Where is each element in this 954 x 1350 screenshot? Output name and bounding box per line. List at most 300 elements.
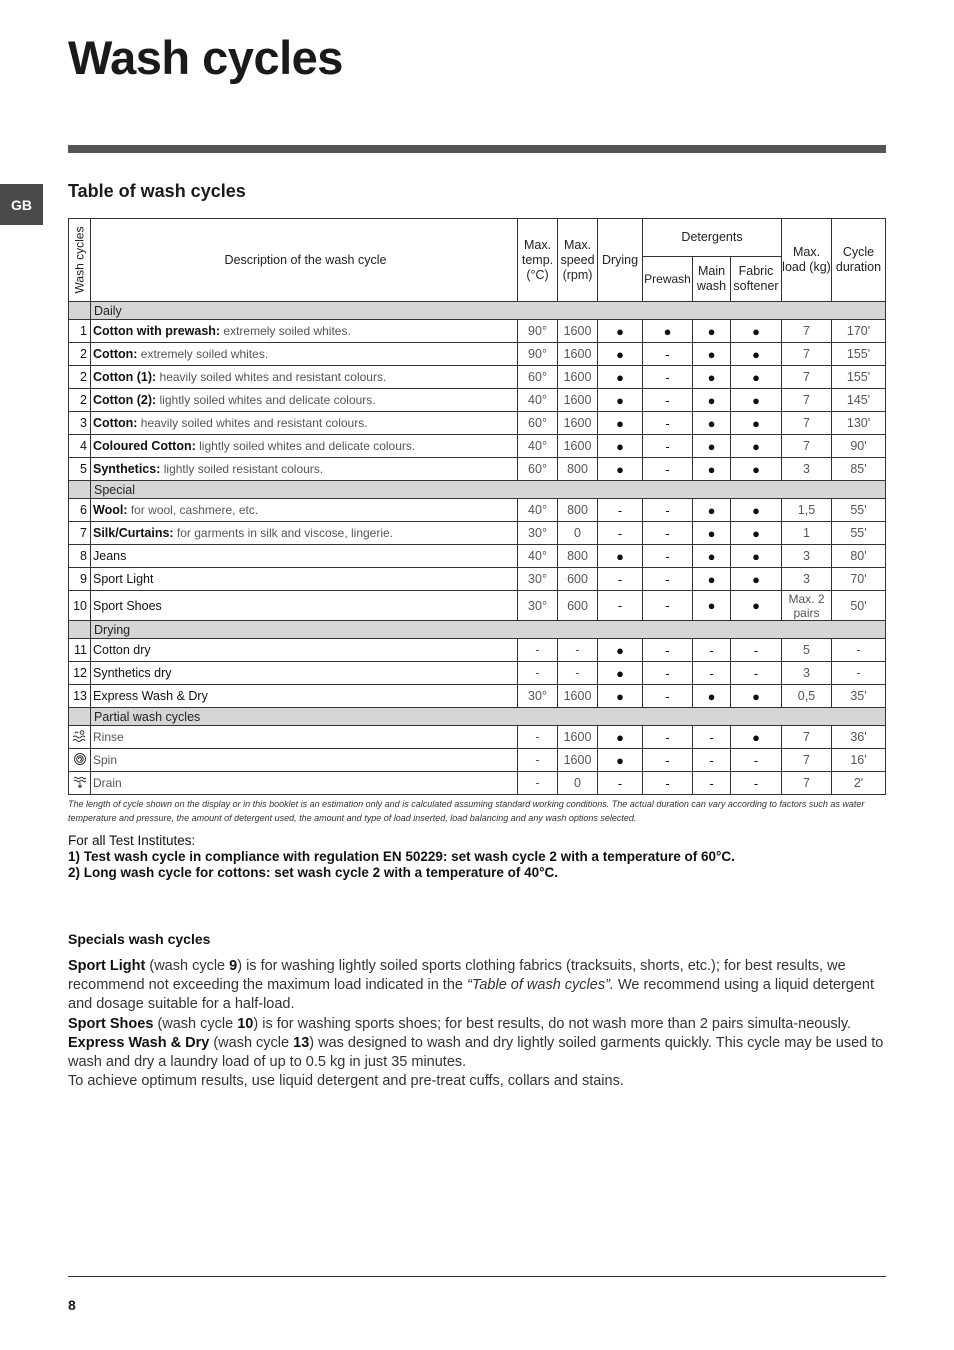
softener-cell <box>731 662 782 685</box>
softener-value: ● <box>752 502 760 518</box>
table-row <box>69 412 886 435</box>
cycle-number: 1 <box>69 320 91 343</box>
cycle-name: Cotton: <box>93 416 138 430</box>
duration-cell: - <box>832 639 886 662</box>
main-wash-value: ● <box>707 598 716 613</box>
table-row <box>69 726 886 749</box>
wash-cycles-table <box>68 218 886 795</box>
cycle-description <box>91 435 518 458</box>
language-tab: GB <box>0 184 43 225</box>
cycle-description <box>91 499 518 522</box>
main-wash-value: ● <box>707 525 716 541</box>
prewash-value: - <box>665 752 670 768</box>
sport-shoes-name: Sport Shoes <box>68 1015 154 1032</box>
cycle-duration-header: Cycle duration <box>832 219 886 302</box>
max-load-cell: 7 <box>782 412 832 435</box>
prewash-cell <box>643 772 693 795</box>
main-wash-value: - <box>709 729 714 745</box>
softener-cell <box>731 591 782 621</box>
prewash-cell <box>643 499 693 522</box>
duration-cell: 90' <box>832 435 886 458</box>
prewash-value: - <box>665 461 670 477</box>
main-wash-value: ● <box>707 392 716 408</box>
prewash-cell <box>643 522 693 545</box>
main-wash-cell <box>693 458 731 481</box>
cycle-name: Jeans <box>93 549 127 563</box>
description-header: Description of the wash cycle <box>91 219 518 302</box>
max-speed-cell: 1600 <box>558 685 598 708</box>
max-temp-cell: 40° <box>518 389 558 412</box>
prewash-value: - <box>665 346 670 362</box>
prewash-cell <box>643 568 693 591</box>
drying-value: - <box>617 502 623 518</box>
main-wash-cell <box>693 435 731 458</box>
page-title: Wash cycles <box>68 31 343 84</box>
prewash-value: - <box>665 571 670 587</box>
sport-shoes-text: ) is for washing sports shoes; for best results, do not wash more than 2 pairs simulta-neously. <box>253 1015 852 1032</box>
duration-cell: 130' <box>832 412 886 435</box>
softener-value: ● <box>752 346 760 362</box>
main-wash-value: ● <box>707 323 716 339</box>
fabric-softener-header: Fabric softener <box>731 257 782 302</box>
sport-light-text2: We recommend using a liquid detergent and dosage suitable for a half-load. <box>68 977 875 1013</box>
cycle-number: 13 <box>69 685 91 708</box>
duration-cell: 145' <box>832 389 886 412</box>
max-temp-cell: 90° <box>518 343 558 366</box>
softener-value: ● <box>752 415 760 431</box>
max-load-cell: 3 <box>782 545 832 568</box>
cycle-number: 4 <box>69 435 91 458</box>
test-instruction-2: 2) Long wash cycle for cottons: set wash cycle 2 with a temperature of 40°C. <box>68 865 559 880</box>
main-wash-value: ● <box>707 369 716 385</box>
cycle-note: lightly soiled resistant colours. <box>163 462 324 476</box>
drying-value: ● <box>616 323 624 339</box>
prewash-cell <box>643 435 693 458</box>
softener-value: ● <box>752 369 760 385</box>
cycle-note: extremely soiled whites. <box>140 347 269 361</box>
category-row-daily <box>69 302 886 320</box>
drying-header: Drying <box>598 219 643 302</box>
category-row-partial <box>69 708 886 726</box>
table-row <box>69 458 886 481</box>
drying-cell <box>598 639 643 662</box>
softener-value: - <box>753 775 759 791</box>
main-wash-cell <box>693 591 731 621</box>
main-wash-cell <box>693 639 731 662</box>
cycle-description <box>91 568 518 591</box>
cycle-name: Silk/Curtains: <box>93 526 174 540</box>
max-temp-cell: 90° <box>518 320 558 343</box>
main-wash-value: ● <box>707 548 716 564</box>
cycle-number: 5 <box>69 458 91 481</box>
max-load-cell: 7 <box>782 389 832 412</box>
prewash-value: - <box>665 438 670 454</box>
softener-value: - <box>753 642 759 658</box>
prewash-value: - <box>665 642 670 658</box>
table-row <box>69 545 886 568</box>
softener-value: ● <box>752 392 760 408</box>
prewash-cell <box>643 412 693 435</box>
drying-cell <box>598 726 643 749</box>
drying-value: ● <box>616 369 624 385</box>
cycle-note: heavily soiled whites and resistant colours. <box>140 416 368 430</box>
cycle-number: 11 <box>69 639 91 662</box>
table-row <box>69 662 886 685</box>
max-temp-cell: - <box>518 749 558 772</box>
express-text: ) was designed to wash and dry lightly soiled garments quickly. This cycle may be used to wash and dry a laundry load of up to 0.5 kg in just 35 minutes. <box>68 1034 884 1071</box>
closing-paragraph: To achieve optimum results, use liquid detergent and pre-treat cuffs, collars and stains. <box>68 1073 624 1090</box>
sport-light-num: 9 <box>229 958 238 974</box>
main-wash-value: ● <box>707 346 716 362</box>
main-wash-value: ● <box>707 688 716 704</box>
max-speed-cell: 600 <box>558 568 598 591</box>
softener-cell <box>731 685 782 708</box>
prewash-value: - <box>665 688 670 704</box>
softener-cell <box>731 749 782 772</box>
main-wash-cell <box>693 749 731 772</box>
max-speed-cell: - <box>558 639 598 662</box>
table-row <box>69 320 886 343</box>
softener-cell <box>731 366 782 389</box>
max-temp-header: Max. temp. (°C) <box>518 219 558 302</box>
express-pre: (wash cycle <box>213 1034 294 1051</box>
max-speed-cell: 1600 <box>558 389 598 412</box>
softener-cell <box>731 412 782 435</box>
drying-cell <box>598 545 643 568</box>
cycle-number: 6 <box>69 499 91 522</box>
max-speed-cell: 600 <box>558 591 598 621</box>
prewash-value: - <box>665 502 670 518</box>
sport-light-name: Sport Light <box>68 958 146 974</box>
max-speed-cell: 1600 <box>558 749 598 772</box>
duration-cell: 170' <box>832 320 886 343</box>
drying-value: ● <box>616 548 624 564</box>
cycle-description <box>91 522 518 545</box>
max-temp-cell: - <box>518 662 558 685</box>
drying-value: ● <box>616 461 624 477</box>
category-label: Drying <box>91 621 886 639</box>
cycle-name: Sport Light <box>93 572 154 586</box>
cycle-name: Express Wash & Dry <box>93 689 208 703</box>
cycle-name: Sport Shoes <box>93 598 162 613</box>
prewash-header: Prewash <box>643 257 693 302</box>
cycle-description <box>91 320 518 343</box>
table-row <box>69 522 886 545</box>
drying-cell <box>598 772 643 795</box>
title-divider <box>68 145 886 153</box>
softener-cell <box>731 639 782 662</box>
section-title: Table of wash cycles <box>68 181 246 201</box>
prewash-cell <box>643 685 693 708</box>
cycle-note: extremely soiled whites. <box>223 324 351 338</box>
drying-cell <box>598 685 643 708</box>
max-load-cell: 7 <box>782 435 832 458</box>
max-temp-cell: 40° <box>518 435 558 458</box>
duration-cell: 55' <box>832 499 886 522</box>
cycle-number: 12 <box>69 662 91 685</box>
duration-cell: 80' <box>832 545 886 568</box>
table-row <box>69 389 886 412</box>
max-load-cell: 3 <box>782 662 832 685</box>
max-temp-cell: 60° <box>518 366 558 389</box>
max-load-cell: 1,5 <box>782 499 832 522</box>
max-speed-cell: 0 <box>558 522 598 545</box>
duration-cell: 16' <box>832 749 886 772</box>
max-load-cell: 5 <box>782 639 832 662</box>
cycle-note: heavily soiled whites and resistant colours. <box>159 370 387 384</box>
sport-light-text1: ) is for washing lightly soiled sports clothing fabrics (tracksuits, shorts, etc.); for best results, we recommend not exceeding the maximum load indicated in the <box>68 958 846 994</box>
footer-divider <box>68 1276 886 1277</box>
cycle-description <box>91 343 518 366</box>
softener-value: ● <box>752 688 760 704</box>
max-load-cell: 7 <box>782 749 832 772</box>
drying-cell <box>598 458 643 481</box>
main-wash-cell <box>693 320 731 343</box>
express-paragraph <box>68 1034 888 1072</box>
max-speed-cell: 1600 <box>558 366 598 389</box>
drying-cell <box>598 522 643 545</box>
cycle-description <box>91 639 518 662</box>
prewash-value: - <box>665 665 670 681</box>
cycle-description <box>91 366 518 389</box>
cycle-note: lightly soiled whites and delicate colours. <box>199 439 416 453</box>
category-label: Daily <box>91 302 886 320</box>
max-speed-cell: 1600 <box>558 726 598 749</box>
cycle-name: Cotton: <box>93 347 138 361</box>
softener-cell <box>731 389 782 412</box>
max-load-cell: 7 <box>782 726 832 749</box>
prewash-value: - <box>665 525 670 541</box>
softener-value: ● <box>752 461 760 477</box>
table-row <box>69 749 886 772</box>
drain-icon <box>69 772 91 795</box>
prewash-cell <box>643 749 693 772</box>
cycle-description: Drain <box>91 772 518 795</box>
table-row <box>69 685 886 708</box>
softener-value: ● <box>752 571 760 587</box>
max-speed-cell: - <box>558 662 598 685</box>
softener-value: ● <box>752 548 760 564</box>
cycle-name: Synthetics: <box>93 462 161 476</box>
table-row <box>69 366 886 389</box>
softener-value: ● <box>752 598 760 613</box>
drying-cell <box>598 366 643 389</box>
max-load-cell: 3 <box>782 458 832 481</box>
max-temp-cell: 40° <box>518 545 558 568</box>
cycle-number: 2 <box>69 343 91 366</box>
cycle-description <box>91 412 518 435</box>
main-wash-value: ● <box>707 502 716 518</box>
duration-cell: 70' <box>832 568 886 591</box>
cycle-number: 8 <box>69 545 91 568</box>
drying-cell <box>598 389 643 412</box>
sport-light-pre: (wash cycle <box>149 958 230 974</box>
prewash-value: - <box>665 415 670 431</box>
max-speed-cell: 1600 <box>558 412 598 435</box>
main-wash-cell <box>693 662 731 685</box>
cycle-name: Cotton dry <box>93 643 151 657</box>
max-load-cell: 7 <box>782 772 832 795</box>
cycle-note: for garments in silk and viscose, lingerie. <box>176 526 394 540</box>
spin-icon <box>69 749 91 772</box>
max-speed-cell: 800 <box>558 458 598 481</box>
prewash-cell <box>643 458 693 481</box>
max-temp-cell: 30° <box>518 685 558 708</box>
drying-value: ● <box>616 729 624 745</box>
cycle-note: lightly soiled whites and delicate colours. <box>159 393 376 407</box>
softener-cell <box>731 320 782 343</box>
main-wash-value: - <box>709 642 714 658</box>
drying-cell <box>598 412 643 435</box>
max-speed-cell: 0 <box>558 772 598 795</box>
cycle-name: Coloured Cotton: <box>93 439 196 453</box>
max-temp-cell: - <box>518 639 558 662</box>
prewash-value: - <box>665 392 670 408</box>
cycle-number: 3 <box>69 412 91 435</box>
cycle-number: 2 <box>69 366 91 389</box>
duration-cell: 155' <box>832 366 886 389</box>
max-temp-cell: 30° <box>518 591 558 621</box>
duration-cell: 85' <box>832 458 886 481</box>
max-temp-cell: 40° <box>518 499 558 522</box>
specials-title: Specials wash cycles <box>68 931 211 947</box>
drying-value: - <box>617 598 623 613</box>
drying-cell <box>598 320 643 343</box>
main-wash-cell <box>693 772 731 795</box>
drying-value: ● <box>616 346 624 362</box>
prewash-cell <box>643 389 693 412</box>
page-number: 8 <box>68 1297 76 1313</box>
wash-cycles-header <box>69 219 91 302</box>
softener-cell <box>731 522 782 545</box>
prewash-cell <box>643 366 693 389</box>
specials-body <box>68 957 888 1091</box>
duration-cell: 35' <box>832 685 886 708</box>
sport-shoes-pre: (wash cycle <box>157 1015 238 1032</box>
main-wash-cell <box>693 343 731 366</box>
category-label: Partial wash cycles <box>91 708 886 726</box>
cycle-description: Spin <box>91 749 518 772</box>
softener-cell <box>731 568 782 591</box>
duration-cell: 55' <box>832 522 886 545</box>
duration-footnote: The length of cycle shown on the display or in this booklet is an estimation only and is calculated assuming standard working conditions. The actual duration can vary according to factors such as water temperature and pressure, the amount of detergent used, the amount and type of load inserted, load balancing and any wash options selected. <box>68 799 865 823</box>
prewash-cell <box>643 343 693 366</box>
main-wash-cell <box>693 389 731 412</box>
max-load-cell: Max. 2 pairs <box>782 591 832 621</box>
softener-cell <box>731 772 782 795</box>
main-wash-cell <box>693 568 731 591</box>
main-wash-cell <box>693 685 731 708</box>
max-temp-cell: 60° <box>518 412 558 435</box>
softener-value: - <box>753 665 759 681</box>
main-wash-cell <box>693 499 731 522</box>
drying-cell <box>598 435 643 458</box>
softener-cell <box>731 499 782 522</box>
cycle-name: Cotton (1): <box>93 370 157 384</box>
prewash-cell <box>643 639 693 662</box>
prewash-value: - <box>665 729 670 745</box>
main-wash-value: ● <box>707 461 716 477</box>
cycle-description <box>91 458 518 481</box>
softener-value: ● <box>752 438 760 454</box>
prewash-value: - <box>665 548 670 564</box>
drying-cell <box>598 499 643 522</box>
max-speed-cell: 800 <box>558 499 598 522</box>
drying-cell <box>598 343 643 366</box>
max-load-header: Max. load (kg) <box>782 219 832 302</box>
max-temp-cell: 30° <box>518 568 558 591</box>
sport-light-paragraph <box>68 957 888 1015</box>
softener-value: ● <box>752 323 760 339</box>
main-wash-value: ● <box>707 415 716 431</box>
cycle-name: Wool: <box>93 503 128 517</box>
prewash-value: - <box>665 369 670 385</box>
cycle-description <box>91 389 518 412</box>
max-temp-cell: 60° <box>518 458 558 481</box>
cycle-name: Synthetics dry <box>93 666 172 680</box>
softener-value: ● <box>752 525 760 541</box>
express-name: Express Wash & Dry <box>68 1034 210 1051</box>
main-wash-value: - <box>709 775 714 791</box>
category-row-special <box>69 481 886 499</box>
max-temp-cell: 30° <box>518 522 558 545</box>
max-load-cell: 7 <box>782 366 832 389</box>
drying-cell <box>598 662 643 685</box>
duration-cell: - <box>832 662 886 685</box>
softener-cell <box>731 545 782 568</box>
softener-cell <box>731 343 782 366</box>
main-wash-cell <box>693 545 731 568</box>
max-temp-cell: - <box>518 726 558 749</box>
max-load-cell: 7 <box>782 320 832 343</box>
drying-value: ● <box>616 415 624 431</box>
drying-value: ● <box>616 688 624 704</box>
cycle-name: Cotton with prewash: <box>93 324 221 338</box>
max-speed-header: Max. speed (rpm) <box>558 219 598 302</box>
main-wash-cell <box>693 412 731 435</box>
drying-cell <box>598 749 643 772</box>
main-wash-cell <box>693 726 731 749</box>
cycle-number: 10 <box>69 591 91 621</box>
table-row <box>69 499 886 522</box>
prewash-value: - <box>665 775 670 791</box>
cycle-description <box>91 662 518 685</box>
softener-cell <box>731 726 782 749</box>
drying-value: - <box>617 571 623 587</box>
test-institutes-block <box>68 833 735 881</box>
max-speed-cell: 1600 <box>558 435 598 458</box>
cycle-note: for wool, cashmere, etc. <box>130 503 259 517</box>
sport-shoes-num: 10 <box>237 1015 254 1032</box>
cycle-description: Rinse <box>91 726 518 749</box>
table-row <box>69 568 886 591</box>
drying-value: - <box>617 775 623 791</box>
cycle-description <box>91 545 518 568</box>
main-wash-value: ● <box>707 571 716 587</box>
cycle-name: Cotton (2): <box>93 393 157 407</box>
test-instruction-1: 1) Test wash cycle in compliance with regulation EN 50229: set wash cycle 2 with a temperature of 60°C. <box>68 849 735 864</box>
prewash-cell <box>643 726 693 749</box>
prewash-cell <box>643 545 693 568</box>
drying-value: ● <box>616 665 624 681</box>
duration-cell: 155' <box>832 343 886 366</box>
cycle-number: 2 <box>69 389 91 412</box>
cycle-number: 7 <box>69 522 91 545</box>
softener-cell <box>731 435 782 458</box>
drying-value: ● <box>616 642 624 658</box>
main-wash-value: - <box>709 752 714 768</box>
main-wash-cell <box>693 366 731 389</box>
